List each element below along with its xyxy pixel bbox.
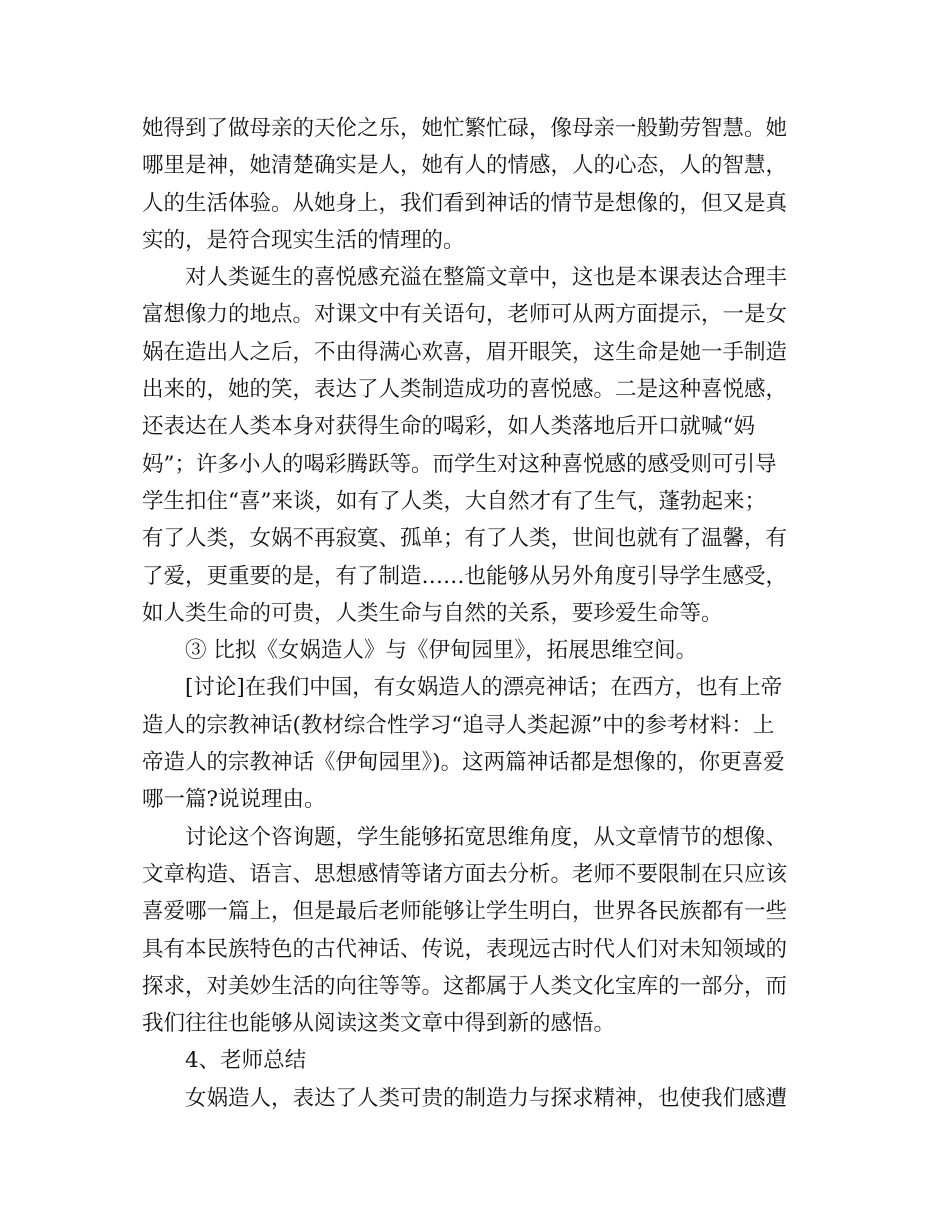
- text-line: 学生扣住“喜”来谈，如有了人类，大自然才有了生气，蓬勃起来；: [142, 488, 766, 514]
- text-line: 文章构造、语言、思想感情等诸方面去分析。老师不要限制在只应该: [142, 861, 788, 887]
- text-line: 还表达在人类本身对获得生命的喝彩，如人类落地后开口就喊“妈: [142, 414, 755, 440]
- text-line: 女娲造人，表达了人类可贵的制造力与探求精神，也使我们感遭: [185, 1085, 788, 1111]
- text-line: ③ 比拟《女娲造人》与《伊甸园里》，拓展思维空间。: [185, 638, 698, 664]
- text-line: 帝造人的宗教神话《伊甸园里》)。这两篇神话都是想像的，你更喜爱: [142, 750, 785, 776]
- text-line: 她得到了做母亲的天伦之乐，她忙繁忙碌，像母亲一般勤劳智慧。她: [142, 116, 788, 141]
- text-line: 人的生活体验。从她身上，我们看到神话的情节是想像的，但又是真: [142, 190, 788, 216]
- text-line: [讨论]在我们中国，有女娲造人的漂亮神话；在西方，也有上帝: [185, 675, 783, 701]
- text-line: 有了人类，女娲不再寂寞、孤单；有了人类，世间也就有了温馨，有: [142, 526, 788, 552]
- text-line: 讨论这个咨询题，学生能够拓宽思维角度，从文章情节的想像、: [185, 824, 788, 850]
- text-line: 喜爱哪一篇上，但是最后老师能够让学生明白，世界各民族都有一些: [142, 899, 788, 925]
- text-line: 探求，对美妙生活的向往等等。这都属于人类文化宝库的一部分，而: [142, 973, 788, 999]
- text-line: 我们往往也能够从阅读这类文章中得到新的感悟。: [142, 1011, 616, 1037]
- document-body: [142, 110, 812, 1117]
- text-line: 哪一篇?说说理由。: [142, 787, 326, 813]
- text-line: 造人的宗教神话(教材综合性学习“追寻人类起源”中的参考材料：上: [142, 712, 775, 738]
- text-line: 实的，是符合现实生活的情理的。: [142, 227, 465, 253]
- text-line: 具有本民族特色的古代神话、传说，表现远古时代人们对未知领域的: [142, 936, 788, 962]
- text-line: 如人类生命的可贵，人类生命与自然的关系，要珍爱生命等。: [142, 600, 723, 626]
- text-line: 了爱，更重要的是，有了制造……也能够从另外角度引导学生感受，: [142, 563, 788, 589]
- text-line: 娲在造出人之后，不由得满心欢喜，眉开眼笑，这生命是她一手制造: [142, 339, 788, 365]
- text-line: 对人类诞生的喜悦感充溢在整篇文章中，这也是本课表达合理丰: [185, 265, 788, 291]
- text-line: 4、老师总结: [185, 1048, 307, 1074]
- text-line: 妈”；许多小人的喝彩腾跃等。而学生对这种喜悦感的感受则可引导: [142, 451, 777, 477]
- text-line: 出来的，她的笑，表达了人类制造成功的喜悦感。二是这种喜悦感，: [142, 377, 788, 403]
- text-line: 富想像力的地点。对课文中有关语句，老师可从两方面提示，一是女: [142, 302, 788, 328]
- text-line: 哪里是神，她清楚确实是人，她有人的情感，人的心态，人的智慧，: [142, 153, 788, 179]
